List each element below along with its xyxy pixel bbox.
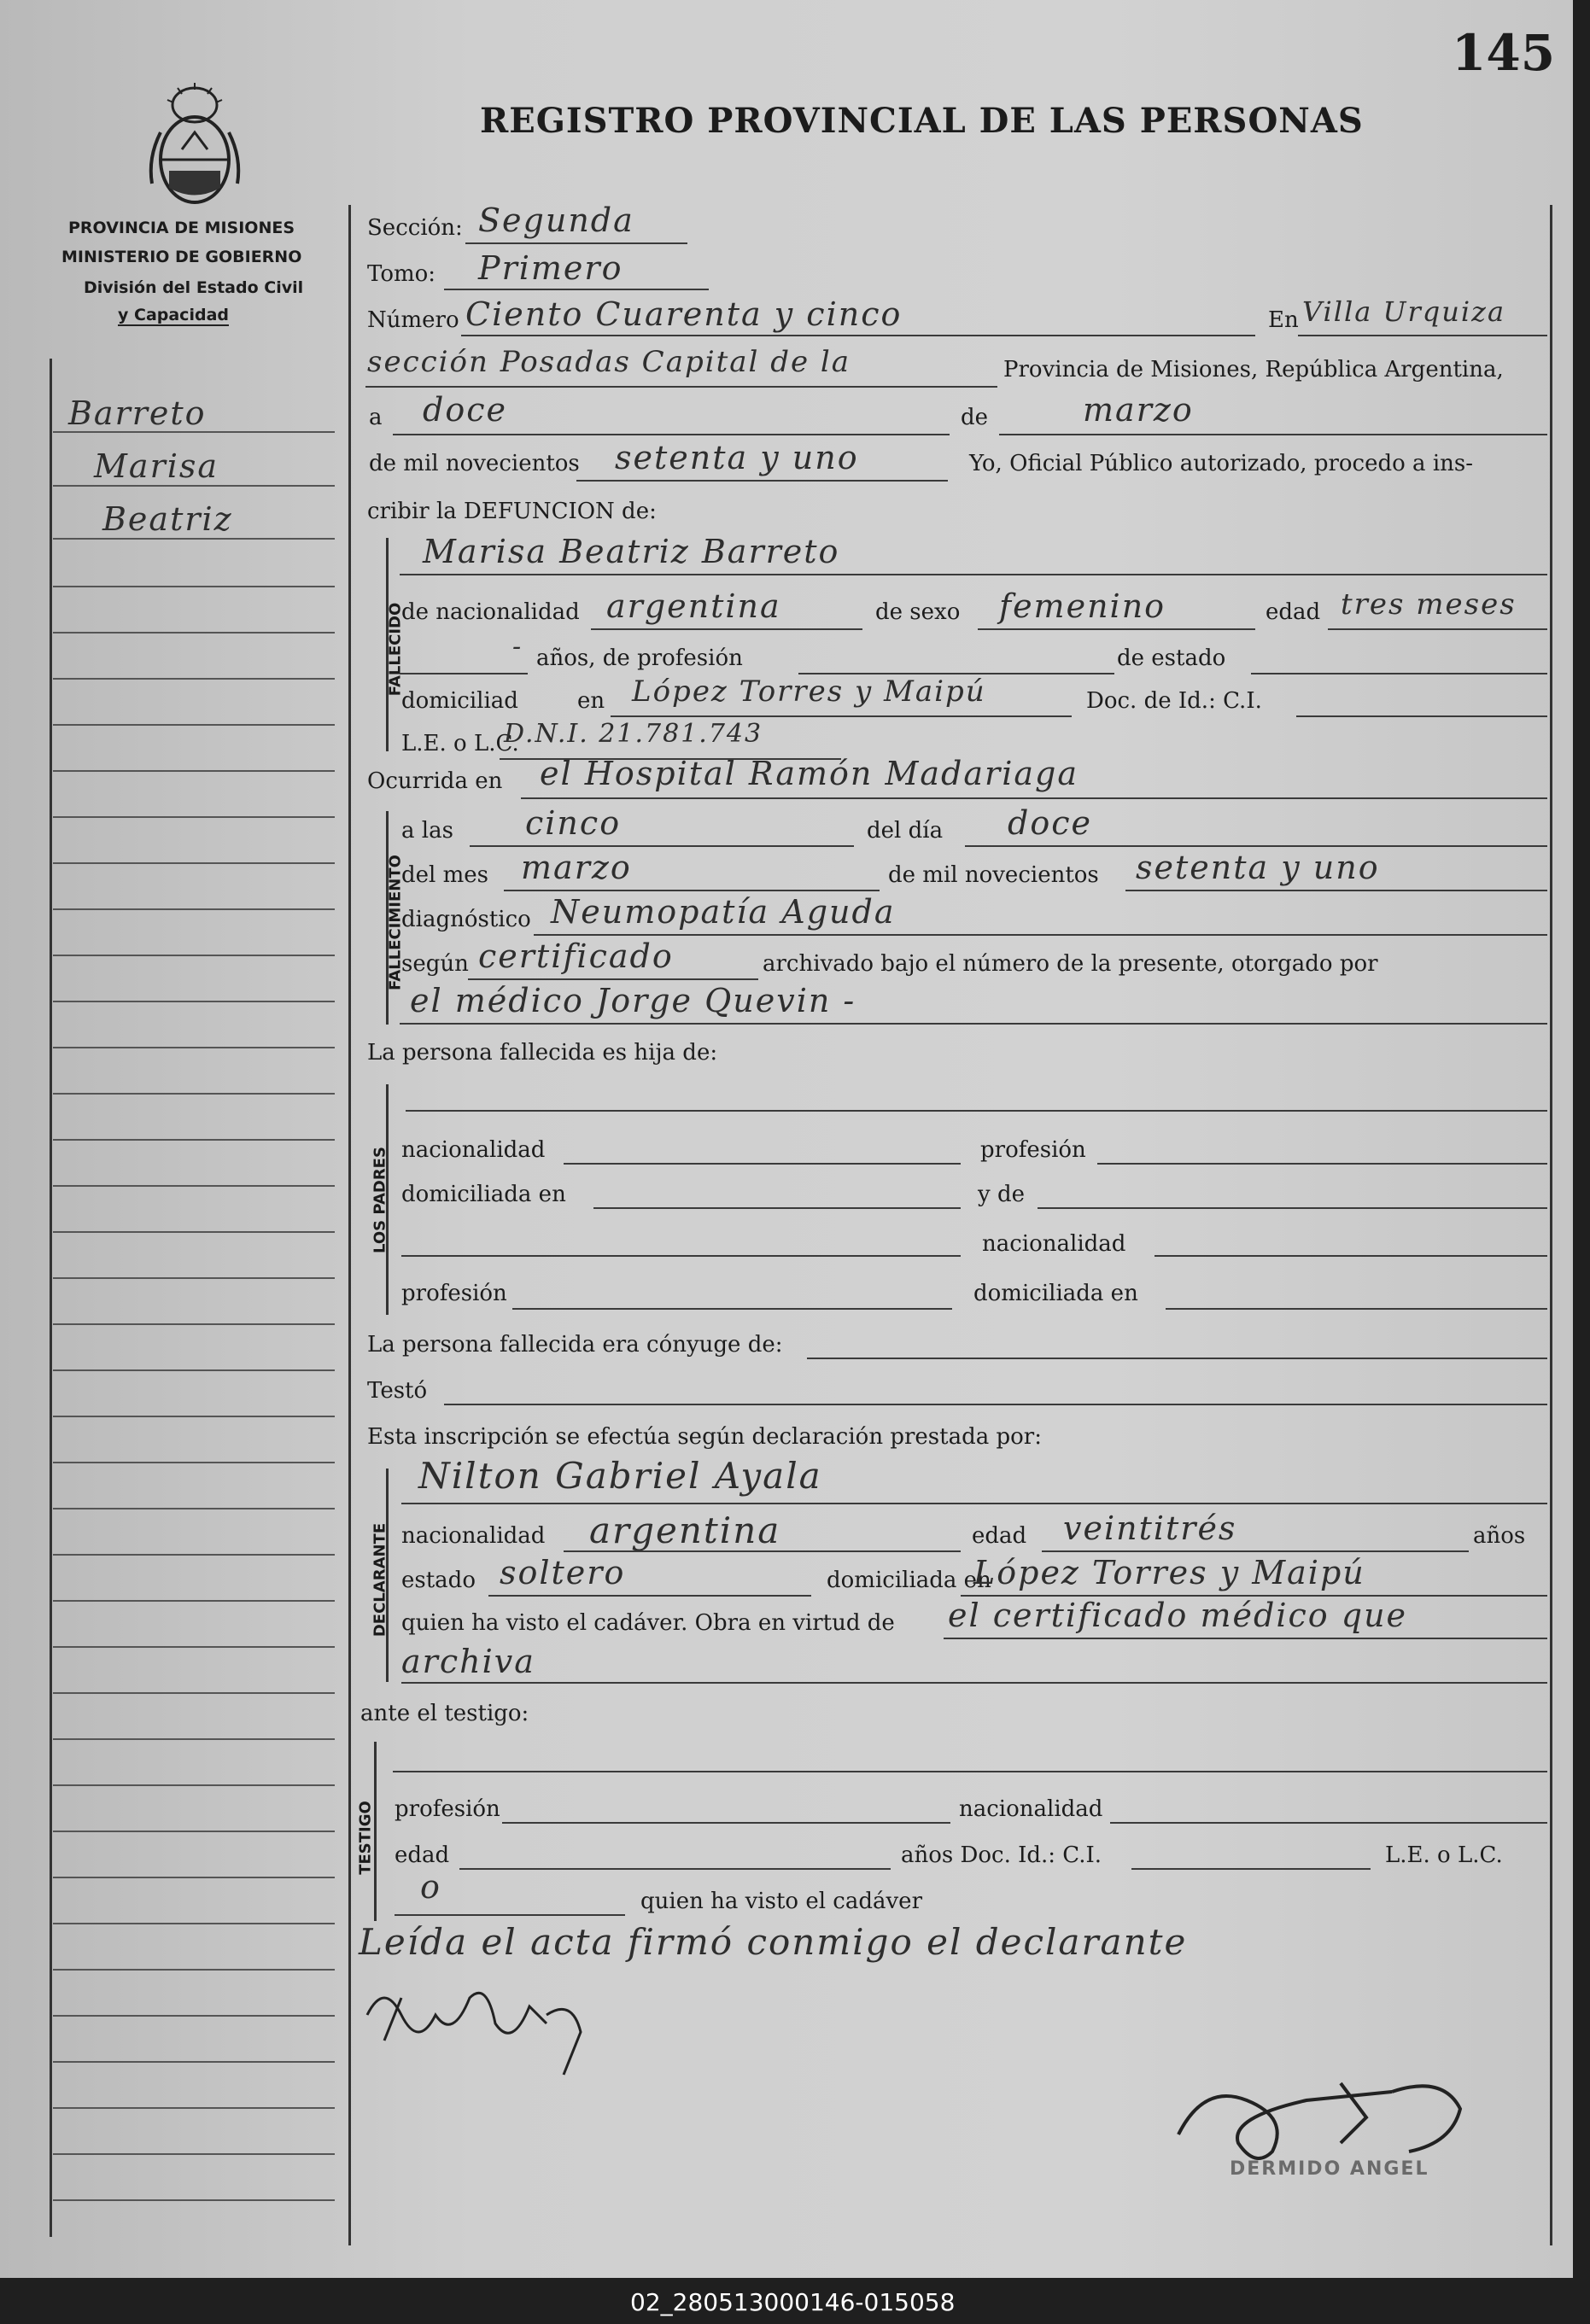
mil-label-2: de mil novecientos [888,862,1099,888]
padres-y-de: y de [978,1182,1025,1207]
page-number: 145 [1452,24,1556,82]
declarante-visto-value: el certificado médico que [948,1597,1408,1634]
inscribir-text: cribir la DEFUNCION de: [367,499,657,524]
testigo-intro: ante el testigo: [360,1701,529,1726]
diagnostico-label: diagnóstico [401,907,531,932]
testigo-visto-text: quien ha visto el cadáver [640,1889,923,1914]
fallecido-doc-label: Doc. de Id.: C.I. [1086,688,1262,714]
dia-value: doce [423,391,507,429]
margin-note-line-3: Beatriz [102,500,233,538]
declarante-estado-value: soltero [500,1554,626,1591]
declarante-estado-label: estado [401,1568,476,1593]
official-stamp [1221,2152,1443,2228]
archivado-text: archivado bajo el número de la presente, otorgado por [763,951,1378,977]
testigo-mark-value: o [420,1868,441,1906]
declarante-signature [350,1964,623,2083]
padres-nacionalidad-1: nacionalidad [401,1137,546,1163]
declarante-edad-value: veintitrés [1063,1509,1237,1547]
a-las-value: cinco [525,804,622,842]
agency-line-3: División del Estado Civil [84,278,304,297]
fallecido-le-label: L.E. o L.C. [401,731,519,756]
fallecido-domicilio-label: domiciliad [401,688,518,714]
fallecido-nacionalidad-label: de nacionalidad [401,599,580,625]
padres-intro: La persona fallecida es hija de: [367,1040,718,1066]
declarante-nacionalidad-value: argentina [589,1509,781,1551]
declaracion-text: Esta inscripción se efectúa según declaración prestada por: [367,1424,1042,1450]
fallecido-section-label: FALLECIDO [386,602,405,697]
anio-value: setenta y uno [615,439,859,476]
declarante-domiciliada-label: domiciliada en [827,1568,991,1593]
fallecido-domicilio-value: López Torres y Maipú [632,674,986,709]
padres-profesion-1: profesión [980,1137,1086,1163]
testigo-edad-label: edad [395,1842,450,1868]
declarante-anos-label: años [1473,1523,1526,1549]
padres-domiciliada-2: domiciliada en [973,1281,1138,1306]
del-dia-value: doce [1008,804,1092,842]
seccion-value: Segunda [478,201,634,239]
content-right-rule [1550,205,1552,2245]
coat-of-arms-icon [143,81,246,209]
fallecido-nacionalidad-value: argentina [606,587,781,625]
fallecido-sexo-label: de sexo [875,599,961,625]
testigo-anos-doc-label: años Doc. Id.: C.I. [901,1842,1102,1868]
a-label: a [369,405,383,430]
provincia-text: Provincia de Misiones, República Argentina, [1003,357,1504,382]
a-las-label: a las [401,818,453,844]
padres-section-label: LOS PADRES [371,1147,389,1253]
fallecido-edad-value: tres meses [1341,587,1517,622]
otorgado-value: el médico Jorge Quevin - [410,982,856,1019]
del-mes-value: marzo [521,849,632,886]
tomo-label: Tomo: [367,261,436,287]
padres-nacionalidad-2: nacionalidad [982,1231,1126,1257]
ocurrida-value: el Hospital Ramón Madariaga [540,755,1079,792]
location-value: sección Posadas Capital de la [367,345,851,379]
declarante-nombre-value: Nilton Gabriel Ayala [418,1455,822,1497]
closing-value: Leída el acta firmó conmigo el declarante [359,1921,1188,1963]
fallecido-le-value: D.N.I. 21.781.743 [504,719,763,749]
margin-note-line-1: Barreto [68,394,207,432]
ocurrida-label: Ocurrida en [367,768,503,794]
declarante-visto-text: quien ha visto el cadáver. Obra en virtud de [401,1610,895,1636]
declarante-visto-value-2: archiva [401,1643,535,1680]
stamp-text: DERMIDO ANGEL [1230,2158,1429,2180]
declarante-edad-label: edad [972,1523,1027,1549]
segun-value: certificado [478,937,674,975]
testigo-le-label: L.E. o L.C. [1385,1842,1503,1868]
en-label: En [1268,307,1299,333]
padres-profesion-2: profesión [401,1281,507,1306]
fallecido-domicilio-en: en [577,688,605,714]
conyuge-label: La persona fallecida era cónyuge de: [367,1332,783,1358]
diagnostico-value: Neumopatía Aguda [551,893,896,931]
testo-label: Testó [367,1378,428,1404]
seccion-label: Sección: [367,215,463,241]
agency-line-4: y Capacidad [118,306,229,324]
content-left-rule [348,205,351,2245]
mes-value: marzo [1083,391,1194,429]
fallecido-anos-label: años, de profesión [536,645,743,671]
segun-label: según [401,951,469,977]
fallecido-edad-label: edad [1266,599,1321,625]
page-title: REGISTRO PROVINCIAL DE LAS PERSONAS [480,101,1364,141]
mil-value-2: setenta y uno [1136,849,1380,886]
declarante-domiciliada-value: López Torres y Maipú [973,1554,1365,1591]
numero-value: Ciento Cuarenta y cinco [465,295,903,333]
testigo-profesion-label: profesión [395,1796,500,1822]
padres-domiciliada-1: domiciliada en [401,1182,566,1207]
left-column-rule [50,359,52,2237]
testigo-section-label: TESTIGO [356,1801,375,1875]
fallecido-anos-value: - [512,632,523,662]
numero-label: Número [367,307,459,333]
testigo-nacionalidad-label: nacionalidad [959,1796,1103,1822]
declarante-section-label: DECLARANTE [371,1522,389,1638]
fallecido-nombre-value: Marisa Beatriz Barreto [423,533,840,570]
fallecido-sexo-value: femenino [999,587,1166,625]
fallecimiento-section-label: FALLECIMIENTO [386,855,405,990]
footer-id: 02_280513000146-015058 [630,2288,956,2316]
declarante-nacionalidad-label: nacionalidad [401,1523,546,1549]
oficial-text: Yo, Oficial Público autorizado, procedo a ins- [969,451,1474,476]
agency-line-2: MINISTERIO DE GOBIERNO [61,248,302,266]
fallecido-estado-label: de estado [1117,645,1226,671]
tomo-value: Primero [478,249,623,287]
del-dia-label: del día [867,818,944,844]
en-value: Villa Urquiza [1302,295,1506,328]
margin-note-line-2: Marisa [94,447,219,485]
de-label: de [961,405,989,430]
agency-line-1: PROVINCIA DE MISIONES [68,219,295,237]
del-mes-label: del mes [401,862,488,888]
mil-label: de mil novecientos [369,451,580,476]
